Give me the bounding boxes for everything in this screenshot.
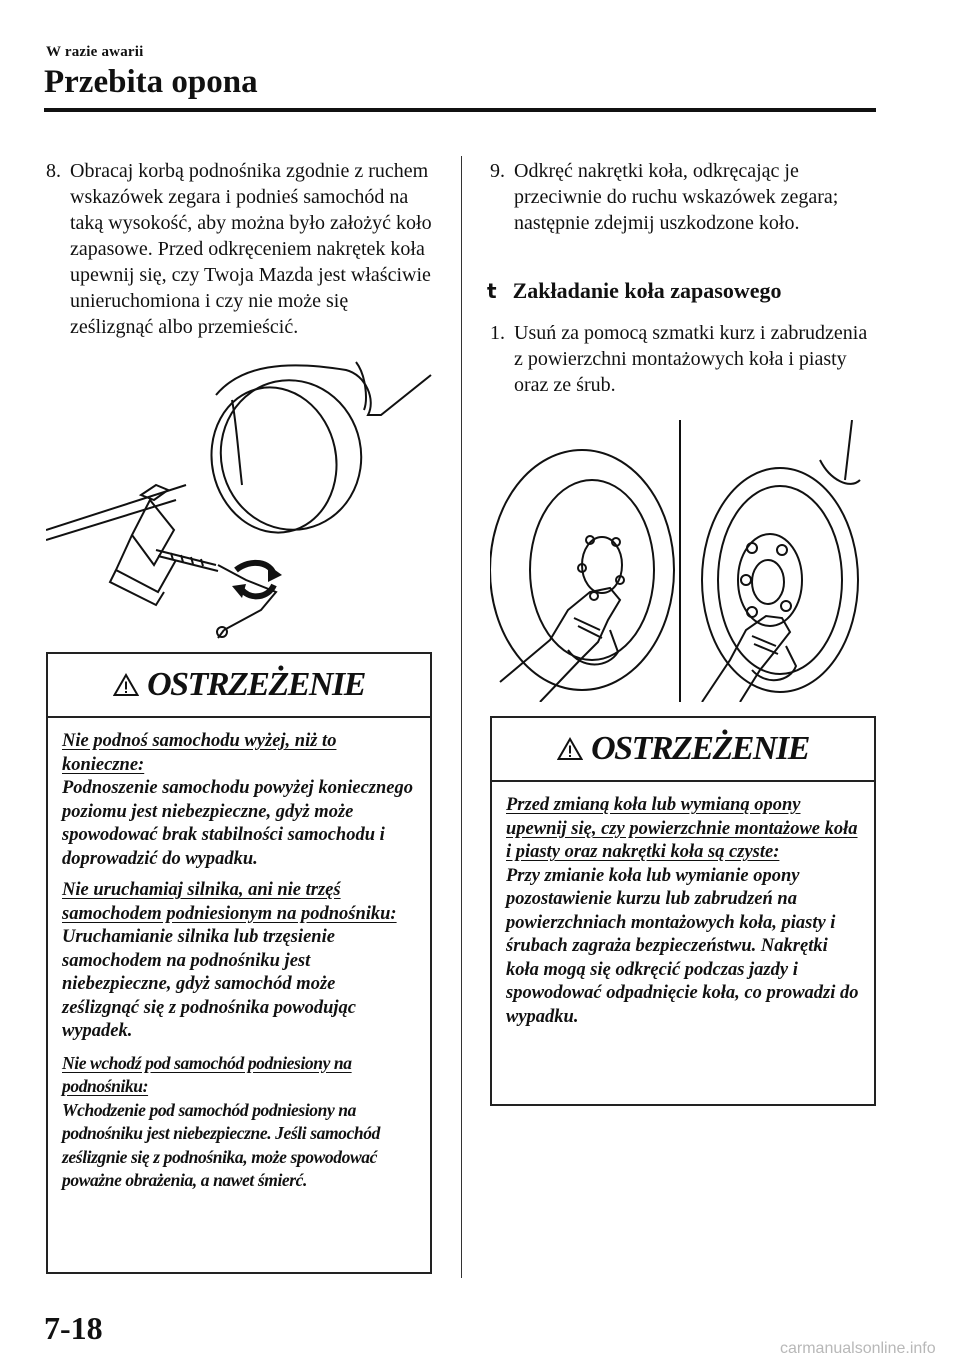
step-8-text: Obracaj korbą podnośnika zgodnie z ruchem wskazówek zegara i podnieś samochód na taką wysokość, aby można było założyć koło zapasowe. Przed odkręceniem nakrętek koła upewnij się, czy Twoja Mazda jest właściwie unieruchomiona i czy nie może się ześlizgnąć albo przemieścić. xyxy=(70,160,432,338)
section-label: W razie awarii xyxy=(46,44,144,60)
jack-lifting-illustration xyxy=(46,360,436,640)
warning-item-text: Podnoszenie samochodu powyżej koniecznego poziomu jest niebezpieczne, gdyż może spowodować brak stabilności samochodu i doprowadzić do wypadku. xyxy=(62,778,413,869)
page-title: Przebita opona xyxy=(44,64,258,100)
step-1-text: Usuń za pomocą szmatki kurz i zabrudzenia z powierzchni montażowych koła i piasty oraz ze śrub. xyxy=(514,322,868,396)
step-9-number: 9. xyxy=(490,160,505,182)
warning-item xyxy=(506,794,860,1029)
warning-triangle-icon xyxy=(113,673,139,697)
subheading-bullet: t xyxy=(487,279,497,303)
warning-title: OSTRZEŻENIE xyxy=(147,666,365,703)
step-1-number: 1. xyxy=(490,322,505,344)
warning-item-heading: Nie uruchamiaj silnika, ani nie trzęś samochodem podniesionym na podnośniku: xyxy=(62,880,397,924)
warning-item-text: Przy zmianie koła lub wymianie opony pozostawienie kurzu lub zabrudzeń na powierzchniach montażowych koła, piasty i śrubach zagraża bezpieczeństwu. Nakrętki koła mogą się odkręcić podczas jazdy i spowodować odpadnięcie koła, co prowadzi do wypadku. xyxy=(506,865,859,1027)
warning-header xyxy=(492,718,874,782)
step-9-text: Odkręć nakrętki koła, odkręcając je przeciwnie do ruchu wskazówek zegara; następnie zdejmij uszkodzone koło. xyxy=(514,160,839,234)
warning-item xyxy=(62,1052,416,1193)
step-8 xyxy=(46,158,436,340)
warning-box-mounting xyxy=(490,716,876,1106)
warning-triangle-icon xyxy=(557,737,583,761)
title-rule xyxy=(44,108,876,112)
warning-title: OSTRZEŻENIE xyxy=(591,730,809,767)
step-8-number: 8. xyxy=(46,160,61,182)
warning-item-heading: Przed zmianą koła lub wymianą opony upewnij się, czy powierzchnie montażowe koła i piasty oraz nakrętki koła są czyste: xyxy=(506,795,858,862)
warning-item-heading: Nie wchodź pod samochód podniesiony na podnośniku: xyxy=(62,1052,352,1096)
warning-header xyxy=(48,654,430,718)
step-9 xyxy=(490,158,870,236)
step-1 xyxy=(490,320,880,398)
warning-item-text: Wchodzenie pod samochód podniesiony na podnośniku jest niebezpieczne. Jeśli samochód ześlizgnie się z podnośnika, może spowodować poważne obrażenia, a nawet śmierć. xyxy=(62,1099,380,1190)
warning-item xyxy=(62,730,416,871)
warning-item-text: Uruchamianie silnika lub trzęsienie samochodem na podnośniku jest niebezpieczne, gdyż samochód może ześlizgnąć się z podnośnika powodując wypadek. xyxy=(62,927,356,1041)
warning-item-heading: Nie podnoś samochodu wyżej, niż to konieczne: xyxy=(62,731,337,775)
watermark: carmanualsonline.info xyxy=(780,1340,936,1357)
column-divider xyxy=(461,156,462,1278)
subheading-text: Zakładanie koła zapasowego xyxy=(512,278,782,303)
warning-item xyxy=(62,879,416,1044)
warning-box-lifting xyxy=(46,652,432,1274)
cleaning-hub-illustration xyxy=(490,420,870,702)
subheading xyxy=(487,276,782,306)
page-number: 7-18 xyxy=(44,1310,103,1346)
